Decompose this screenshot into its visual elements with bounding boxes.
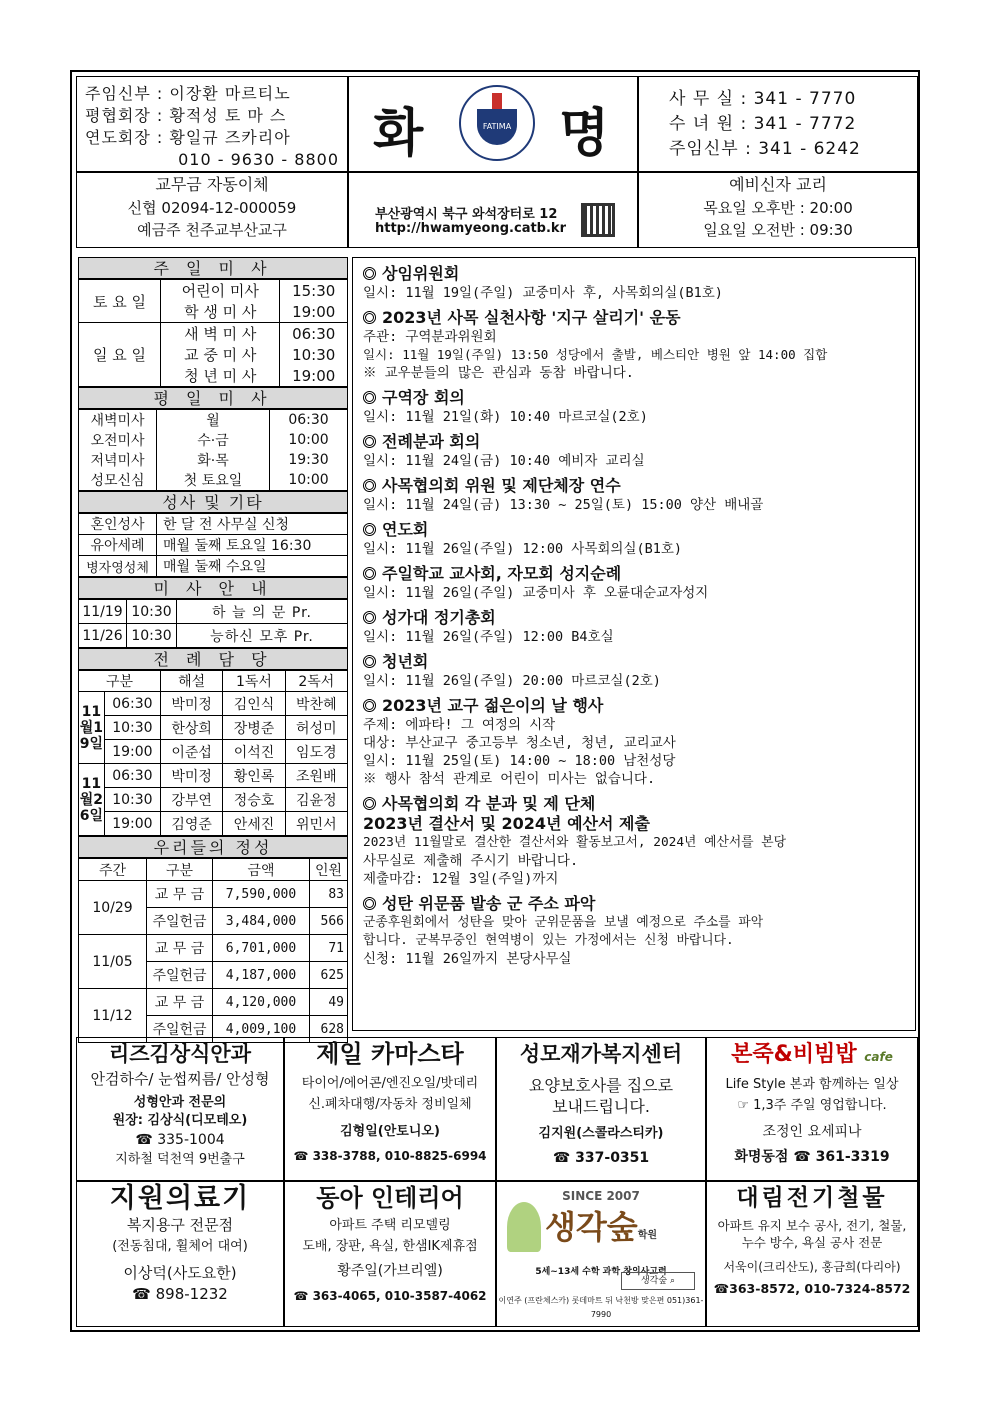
sacrament-name: 병자영성체	[79, 556, 157, 577]
liturgy-commentator: 박미정	[161, 764, 223, 788]
notice-line: 일시: 11월 24일(금) 13:30 ~ 25일(토) 15:00 양산 배내골	[363, 497, 764, 513]
liturgy-commentator: 강부연	[161, 788, 223, 812]
liturgy-commentator: 이준섭	[161, 740, 223, 764]
weekday-mass-day: 첫 토요일	[157, 470, 270, 491]
offering-count: 49	[310, 989, 348, 1016]
offering-table	[78, 858, 348, 1043]
notice-item	[363, 652, 905, 690]
notice-item	[363, 794, 905, 888]
ad-electric-hardware	[706, 1181, 918, 1327]
offering-week: 10/29	[79, 881, 147, 935]
weekday-mass-name: 새벽미사	[79, 410, 157, 431]
liturgy-reader1: 안세진	[223, 812, 285, 836]
ad-line: 요양보호사를 집으로	[528, 1076, 674, 1095]
ad-title: 대림전기철물	[736, 1185, 888, 1211]
ad-title: 동아 인테리어	[316, 1184, 464, 1212]
sacrament-detail: 한 달 전 사무실 신청	[157, 514, 348, 535]
offering-amount: 4,120,000	[213, 989, 310, 1016]
guide-time: 10:30	[127, 600, 177, 624]
sunday-label: 일 요 일	[79, 323, 161, 387]
catechumen-title: 예비신자 교리	[729, 175, 827, 194]
since-text: SINCE 2007	[562, 1189, 640, 1203]
ad-restaurant	[706, 1037, 918, 1181]
phone-line: 010 - 9630 - 8800	[178, 150, 339, 169]
notice-item	[363, 476, 905, 514]
notice-title: 청년회	[363, 652, 905, 672]
ad-line: 보내드립니다.	[552, 1097, 650, 1116]
ad-line: 이연주 (프란체스카) 롯데마트 뒤 낙천방 맞은편 051)361-7990	[498, 1296, 704, 1319]
liturgy-time: 19:00	[104, 812, 160, 836]
bullet-icon	[363, 267, 376, 280]
mass-guide-title: 미 사 안 내	[78, 577, 348, 599]
mass-name: 학 생 미 사	[161, 301, 280, 323]
notice-item	[363, 564, 905, 602]
liturgy-reader1: 김인식	[223, 692, 285, 716]
sacraments-title: 성사 및 기타	[78, 491, 348, 513]
mass-time: 06:30	[280, 323, 348, 345]
liturgy-header: 1독서	[223, 671, 285, 692]
offering-week: 11/05	[79, 935, 147, 989]
offering-amount: 4,009,100	[213, 1016, 310, 1043]
title-right: 명	[559, 104, 610, 164]
clergy-info	[76, 76, 348, 172]
council-president-line: 평협회장 : 황적성 토 마 스	[85, 106, 287, 125]
liturgy-title: 전 례 담 당	[78, 648, 348, 670]
sacrament-detail: 매월 둘째 토요일 16:30	[157, 535, 348, 556]
ad-line: 아파트 유지 보수 공사, 전기, 철물,	[717, 1218, 907, 1233]
notice-line: 대상: 부산교구 중고등부 청소년, 청년, 교리교사	[363, 735, 676, 751]
liturgy-time: 06:30	[104, 692, 160, 716]
ad-line: Life Style 본과 함께하는 일상	[725, 1077, 899, 1092]
notice-title: 2023년 사목 실천사항 '지구 살리기' 운동	[363, 308, 905, 328]
liturgy-table	[78, 670, 348, 836]
bullet-icon	[363, 655, 376, 668]
ad-medical-device	[76, 1181, 284, 1327]
offering-type: 교 무 금	[147, 989, 213, 1016]
mass-guide-table	[78, 599, 348, 648]
weekday-mass-time: 19:30	[270, 450, 348, 470]
guide-date: 11/26	[79, 624, 127, 648]
ad-line: (전동침대, 휠체어 대여)	[112, 1239, 248, 1254]
bullet-icon	[363, 611, 376, 624]
mass-name: 청 년 미 사	[161, 365, 280, 387]
offering-title: 우리들의 정성	[78, 836, 348, 858]
ad-line: ☎ 335-1004	[135, 1132, 225, 1148]
weekday-mass-title: 평 일 미 사	[78, 387, 348, 409]
notice-line: 2023년 11월말로 결산한 결산서와 활동보고서, 2024년 예산서를 본당	[363, 835, 786, 850]
notice-title: 전례분과 회의	[363, 432, 905, 452]
search-box: 생각숲 ⌕	[621, 1272, 695, 1290]
liturgy-time: 19:00	[104, 740, 160, 764]
offering-count: 566	[310, 908, 348, 935]
ad-line: 신.폐차대행/자동차 정비일체	[308, 1097, 472, 1112]
weekday-mass-name: 성모신심	[79, 470, 157, 491]
notice-line: 일시: 11월 26일(주일) 12:00 사목회의실(B1호)	[363, 541, 683, 557]
offering-type: 교 무 금	[147, 935, 213, 962]
notice-line: 일시: 11월 24일(금) 10:40 예비자 교리실	[363, 453, 645, 469]
ad-line: 성형안과 전문의	[133, 1095, 227, 1110]
weekday-mass-time: 06:30	[270, 410, 348, 431]
ad-academy	[496, 1181, 706, 1327]
notice-item	[363, 608, 905, 646]
search-icon: ⌕	[669, 1276, 675, 1286]
liturgy-reader2: 위민서	[285, 812, 347, 836]
notice-line: 신청: 11월 26일까지 본당사무실	[363, 951, 572, 967]
liturgy-date: 11월26일	[79, 764, 105, 836]
notice-item	[363, 432, 905, 470]
notice-item	[363, 308, 905, 382]
ad-eye-clinic	[76, 1037, 284, 1181]
offering-type: 주일헌금	[147, 908, 213, 935]
mass-time: 10:30	[280, 344, 348, 365]
yeondo-president-line: 연도회장 : 황일규 즈카리아	[85, 128, 291, 147]
bullet-icon	[363, 523, 376, 536]
notice-title: 주일학교 교사회, 자모회 성지순례	[363, 564, 905, 584]
ad-line: 안검하수/ 눈썹찌름/ 안성형	[90, 1070, 270, 1088]
liturgy-time: 06:30	[104, 764, 160, 788]
bullet-icon	[363, 797, 376, 810]
notice-subtitle: 2023년 결산서 및 2024년 예산서 제출	[363, 814, 650, 833]
notice-title: 사목협의회 위원 및 제단체장 연수	[363, 476, 905, 496]
offering-type: 교 무 금	[147, 881, 213, 908]
website-link[interactable]: http://hwamyeong.catb.kr	[375, 221, 566, 236]
qr-code-icon	[581, 203, 615, 237]
ad-title: 생각숲학원	[544, 1208, 658, 1246]
ad-car-service	[284, 1037, 496, 1181]
weekday-mass-name: 저녁미사	[79, 450, 157, 470]
ad-title: 본죽&비빔밥 cafe	[731, 1042, 893, 1067]
offering-count: 628	[310, 1016, 348, 1043]
liturgy-commentator: 한상희	[161, 716, 223, 740]
sacrament-detail: 매월 둘째 수요일	[157, 556, 348, 577]
mass-time: 19:00	[280, 365, 348, 387]
sunday-class: 일요일 오전반 : 09:30	[703, 221, 853, 239]
liturgy-commentator: 김영준	[161, 812, 223, 836]
liturgy-reader1: 이석진	[223, 740, 285, 764]
guide-choir: 능하신 모후 Pr.	[177, 624, 348, 648]
pastor-line: 주임신부 : 이장환 마르티노	[85, 84, 291, 103]
guide-time: 10:30	[127, 624, 177, 648]
sunday-mass-table	[78, 279, 348, 387]
ad-line: 원장: 김상식(디모테오)	[112, 1113, 248, 1128]
liturgy-reader2: 임도경	[285, 740, 347, 764]
ad-line: 조정인 요세피나	[762, 1124, 862, 1140]
ad-line: 누수 방수, 욕실 공사 전문	[741, 1235, 883, 1250]
notice-line: 군종후원회에서 성탄을 맞아 군위문품을 보낼 예정으로 주소를 파악	[363, 915, 764, 930]
notice-line: 일시: 11월 19일(주일) 13:50 성당에서 출발, 베스티안 병원 앞 14:00 집합	[363, 347, 828, 362]
offering-header: 인원	[310, 859, 348, 881]
notice-line: 주제: 에파타! 그 여정의 시작	[363, 717, 556, 733]
guide-choir: 하 늘 의 문 Pr.	[177, 600, 348, 624]
ad-line: 아파트 주택 리모델링	[329, 1218, 451, 1233]
offering-header: 구분	[147, 859, 213, 881]
ad-line: ☎ 337-0351	[552, 1150, 650, 1166]
sunday-mass-title: 주 일 미 사	[78, 257, 348, 279]
offering-count: 625	[310, 962, 348, 989]
offering-header: 주간	[79, 859, 147, 881]
offering-week: 11/12	[79, 989, 147, 1043]
mass-name: 어린이 미사	[161, 280, 280, 302]
offering-type: 주일헌금	[147, 1016, 213, 1043]
donation-title: 교무금 자동이체	[155, 175, 269, 194]
title-left: 화	[373, 104, 424, 164]
notice-line: 주관: 구역분과위원회	[363, 329, 497, 345]
liturgy-reader2: 박찬혜	[285, 692, 347, 716]
donation-holder: 예금주 천주교부산교구	[137, 221, 287, 239]
bullet-icon	[363, 897, 376, 910]
notices-panel	[352, 257, 916, 1031]
left-schedule-column	[78, 257, 348, 1043]
pastor-phone: 주임신부 : 341 - 6242	[669, 139, 861, 159]
title-box	[348, 76, 638, 172]
ad-line: 이상덕(사도요한)	[123, 1264, 237, 1282]
notice-title: 성탄 위문품 발송 군 주소 파악	[363, 894, 905, 914]
liturgy-header: 구분	[79, 671, 161, 692]
catechumen-box	[638, 172, 918, 248]
sacrament-name: 혼인성사	[79, 514, 157, 535]
notice-line: 일시: 11월 26일(주일) 20:00 마르코실(2호)	[363, 673, 661, 689]
liturgy-time: 10:30	[104, 716, 160, 740]
ad-title: 리즈김상식안과	[108, 1042, 251, 1066]
notice-item	[363, 264, 905, 302]
parish-logo	[459, 85, 535, 161]
bullet-icon	[363, 435, 376, 448]
ad-line: ☎ 363-4065, 010-3587-4062	[293, 1289, 487, 1303]
weekday-mass-time: 10:00	[270, 470, 348, 491]
liturgy-reader1: 황인록	[223, 764, 285, 788]
notice-line: 사무실로 제출해 주시기 바랍니다.	[363, 853, 579, 869]
ad-line: ☎ 898-1232	[132, 1285, 228, 1303]
notice-line: 합니다. 군복무중인 현역병이 있는 가정에서는 신청 바랍니다.	[363, 933, 734, 948]
liturgy-time: 10:30	[104, 788, 160, 812]
ad-welfare-center	[496, 1037, 706, 1181]
sacraments-table	[78, 513, 348, 577]
mass-name: 새 벽 미 사	[161, 323, 280, 345]
liturgy-commentator: 박미정	[161, 692, 223, 716]
weekday-mass-day: 수·금	[157, 430, 270, 450]
notice-line: 일시: 11월 26일(주일) 교중미사 후 오륜대순교자성지	[363, 585, 709, 601]
saturday-label: 토 요 일	[79, 280, 161, 323]
mass-name: 교 중 미 사	[161, 344, 280, 365]
ad-line: 김지원(스콜라스티카)	[538, 1126, 664, 1141]
liturgy-reader2: 김윤정	[285, 788, 347, 812]
mass-time: 19:00	[280, 301, 348, 323]
notice-title: 상임위원회	[363, 264, 905, 284]
ad-line: 5세~13세 수학 과학 창의사고력	[535, 1267, 667, 1277]
ad-line: ☞ 1,3주 주일 영업합니다.	[737, 1098, 887, 1113]
notice-line: 일시: 11월 25일(토) 14:00 ~ 18:00 남천성당	[363, 753, 676, 769]
offering-type: 주일헌금	[147, 962, 213, 989]
phone-info	[638, 76, 918, 172]
ad-line: 타이어/에어콘/엔진오일/밧데리	[301, 1076, 479, 1091]
convent-phone: 수 녀 원 : 341 - 7772	[669, 114, 857, 134]
office-phone: 사 무 실 : 341 - 7770	[669, 89, 857, 109]
bullet-icon	[363, 311, 376, 324]
notice-line: 일시: 11월 21일(화) 10:40 마르코실(2호)	[363, 409, 648, 425]
ad-line: 화명동점 ☎ 361-3319	[734, 1149, 890, 1165]
liturgy-date: 11월19일	[79, 692, 105, 764]
weekday-mass-table	[78, 409, 348, 491]
ad-line: 김형일(안토니오)	[340, 1124, 440, 1139]
ad-line: ☎363-8572, 010-7324-8572	[713, 1281, 911, 1296]
bullet-icon	[363, 567, 376, 580]
address-box	[348, 172, 638, 248]
notice-line: ※ 교우분들의 많은 관심과 동참 바랍니다.	[363, 365, 634, 381]
notice-line: ※ 행사 참석 관계로 어린이 미사는 없습니다.	[363, 771, 656, 787]
ad-line: 도배, 장판, 욕실, 한샘IK제휴점	[302, 1239, 478, 1254]
ad-line: 황주일(가브리엘)	[337, 1263, 443, 1279]
donation-box	[76, 172, 348, 248]
ad-interior	[284, 1181, 496, 1327]
notice-item	[363, 388, 905, 426]
ad-line: ☎ 338-3788, 010-8825-6994	[293, 1149, 487, 1163]
notice-title: 성가대 정기총회	[363, 608, 905, 628]
notice-title: 구역장 회의	[363, 388, 905, 408]
liturgy-reader1: 장병준	[223, 716, 285, 740]
donation-account: 신협 02094-12-000059	[127, 199, 297, 217]
ad-line: 복지용구 전문점	[126, 1216, 234, 1234]
liturgy-header: 2독서	[285, 671, 347, 692]
notice-line: 일시: 11월 19일(주일) 교중미사 후, 사목회의실(B1호)	[363, 285, 723, 301]
notice-item	[363, 520, 905, 558]
notice-line: 일시: 11월 26일(주일) 12:00 B4호실	[363, 629, 614, 645]
tree-icon	[507, 1202, 541, 1252]
weekday-mass-time: 10:00	[270, 430, 348, 450]
address: 부산광역시 북구 와석장터로 12	[375, 207, 558, 222]
weekday-mass-day: 화·목	[157, 450, 270, 470]
bullet-icon	[363, 479, 376, 492]
liturgy-reader2: 허성미	[285, 716, 347, 740]
bullet-icon	[363, 699, 376, 712]
guide-date: 11/19	[79, 600, 127, 624]
thursday-class: 목요일 오후반 : 20:00	[703, 199, 853, 217]
offering-count: 83	[310, 881, 348, 908]
offering-count: 71	[310, 935, 348, 962]
ad-line: 서욱이(크리산도), 홍금희(다리아)	[723, 1260, 901, 1274]
offering-amount: 6,701,000	[213, 935, 310, 962]
offering-amount: 3,484,000	[213, 908, 310, 935]
notice-item	[363, 696, 905, 788]
notice-item	[363, 894, 905, 968]
ad-title: 성모재가복지센터	[519, 1042, 683, 1066]
notice-line: 제출마감: 12월 3일(주일)까지	[363, 871, 559, 887]
liturgy-reader1: 정승호	[223, 788, 285, 812]
liturgy-header: 해설	[161, 671, 223, 692]
offering-amount: 7,590,000	[213, 881, 310, 908]
shield-icon: FATIMA	[477, 109, 517, 145]
notice-title: 2023년 교구 젊은이의 날 행사	[363, 696, 905, 716]
weekday-mass-day: 월	[157, 410, 270, 431]
offering-amount: 4,187,000	[213, 962, 310, 989]
sacrament-name: 유아세례	[79, 535, 157, 556]
bullet-icon	[363, 391, 376, 404]
mass-time: 15:30	[280, 280, 348, 302]
ad-title: 제일 카마스타	[316, 1040, 464, 1068]
offering-header: 금액	[213, 859, 310, 881]
ad-line: 지하철 덕천역 9번출구	[115, 1152, 245, 1167]
notice-title: 사목협의회 각 분과 및 제 단체	[363, 794, 905, 814]
liturgy-reader2: 조원배	[285, 764, 347, 788]
notice-title: 연도회	[363, 520, 905, 540]
ad-title: 지원의료기	[109, 1183, 251, 1214]
weekday-mass-name: 오전미사	[79, 430, 157, 450]
